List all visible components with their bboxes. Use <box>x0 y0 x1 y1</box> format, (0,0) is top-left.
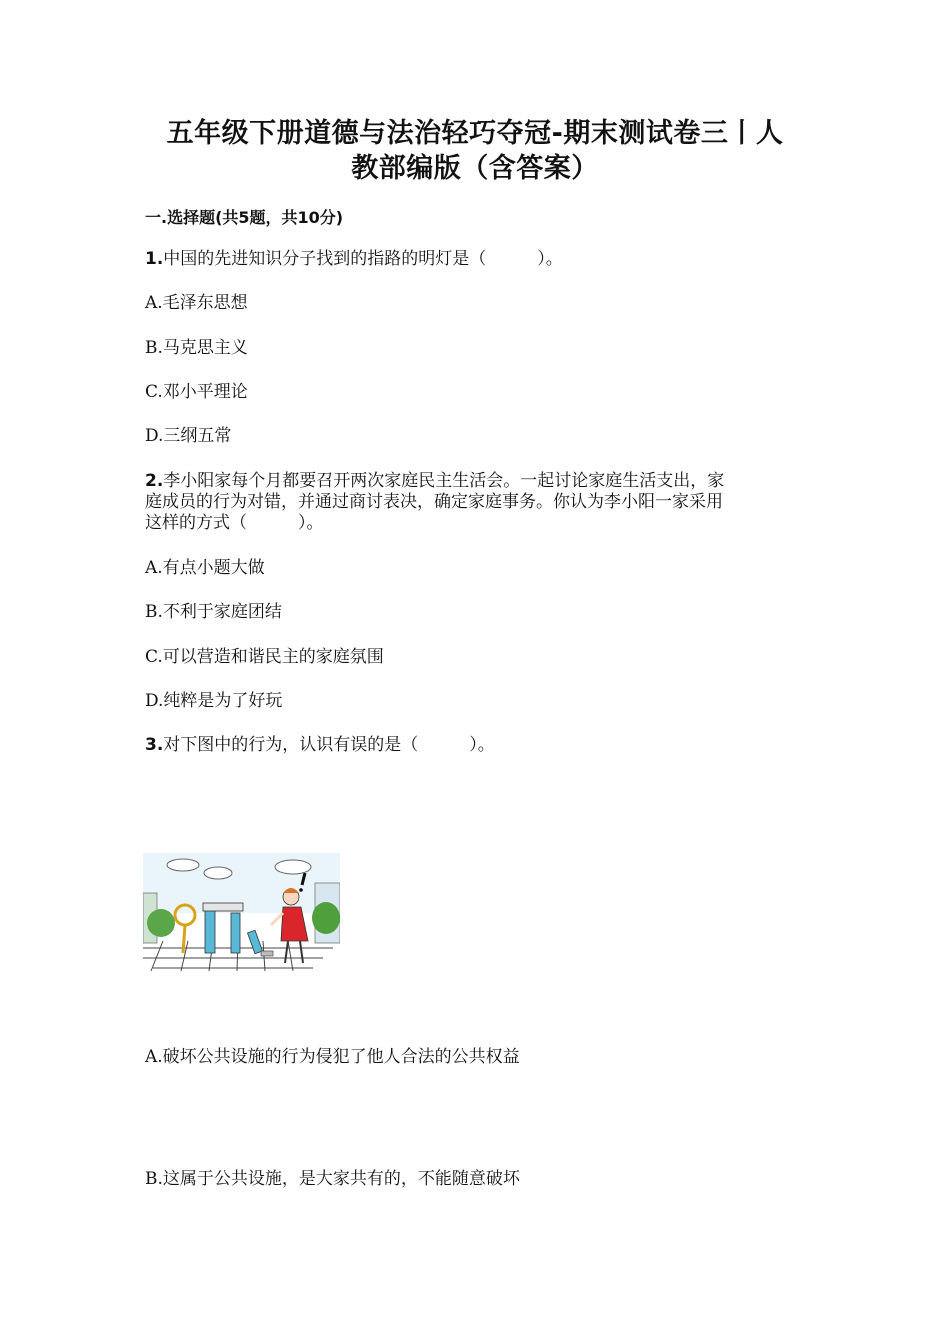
question-text: 中国的先进知识分子找到的指路的明灯是（ ）。 <box>163 249 563 269</box>
section-heading: 一.选择题(共5题，共10分) <box>145 208 344 227</box>
question-number: 1. <box>145 249 164 269</box>
option-2c: C.可以营造和谐民主的家庭氛围 <box>145 647 384 667</box>
question-text-line-3: 这样的方式（ ）。 <box>145 513 324 533</box>
option-2d: D.纯粹是为了好玩 <box>145 691 283 711</box>
document-title <box>100 116 850 186</box>
question-text-line-1: 李小阳家每个月都要召开两次家庭民主生活会。一起讨论家庭生活支出，家 <box>163 471 725 491</box>
option-3b: B.这属于公共设施，是大家共有的，不能随意破坏 <box>145 1169 520 1189</box>
cartoon-illustration <box>143 853 340 971</box>
option-1b: B.马克思主义 <box>145 338 248 358</box>
question-3 <box>145 735 805 756</box>
title-line-1: 五年级下册道德与法治轻巧夺冠-期末测试卷三丨人 <box>166 118 784 149</box>
option-3a: A.破坏公共设施的行为侵犯了他人合法的公共权益 <box>145 1047 520 1067</box>
question-2 <box>145 471 805 534</box>
question-text: 对下图中的行为，认识有误的是（ ）。 <box>163 735 495 755</box>
question-text-line-2: 庭成员的行为对错，并通过商讨表决，确定家庭事务。你认为李小阳一家采用 <box>145 492 723 512</box>
option-1a: A.毛泽东思想 <box>145 293 248 313</box>
question-1 <box>145 249 805 270</box>
title-line-2: 教部编版（含答案） <box>351 153 599 184</box>
option-2a: A.有点小题大做 <box>145 558 265 578</box>
question-number: 2. <box>145 471 164 491</box>
option-2b: B.不利于家庭团结 <box>145 602 282 622</box>
question-number: 3. <box>145 735 164 755</box>
option-1c: C.邓小平理论 <box>145 382 248 402</box>
option-1d: D.三纲五常 <box>145 426 232 446</box>
